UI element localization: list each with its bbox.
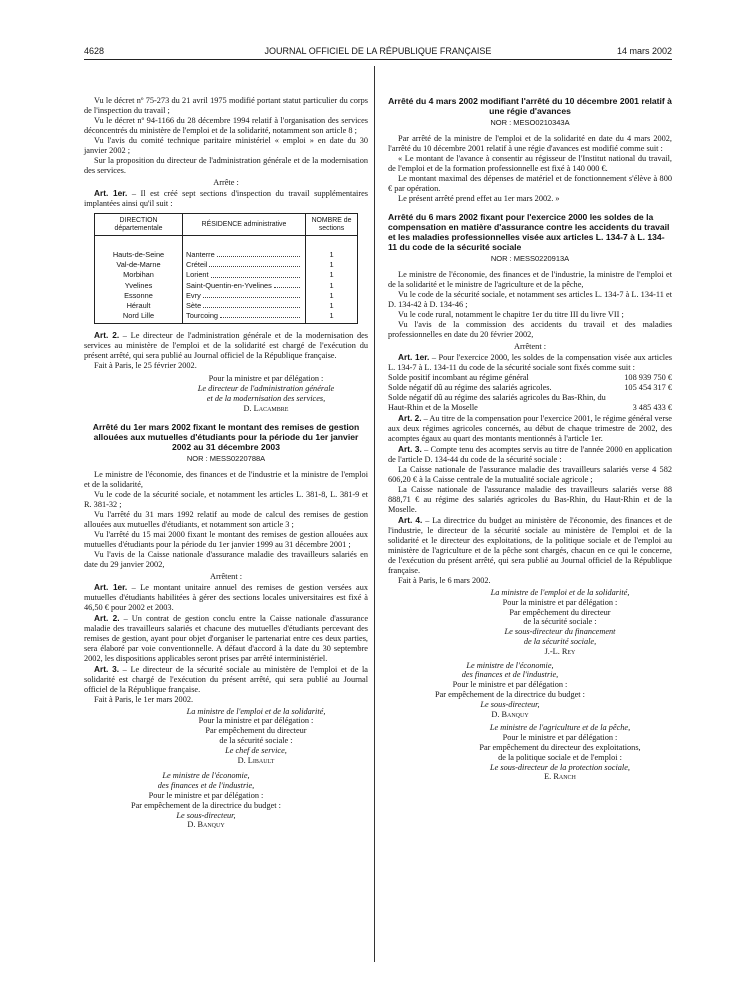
article-4: Art. 4. – La directrice du budget au ministère de l'économie, des finances et de l'industrie, le directeur de la sécurité sociale au ministère de l'emploi et de la solidarité et le directeur des exploitations, de la politique sociale et de l'emploi au ministère de l'agriculture et de la pêche sont chargés, chacun en ce qui le concerne, de l'exécution du présent arrêté, qui sera publié au Journal officiel de la République française. <box>388 515 673 575</box>
soldes-list <box>388 373 672 413</box>
nombre-cell: 1 1 1 1 1 1 1 <box>306 236 358 324</box>
visa: Vu l'avis du comité technique paritaire ministériel « emploi » en date du 30 janvier 2002 ; <box>84 136 368 155</box>
article-3: Art. 3. – Le directeur de la sécurité sociale au ministère de l'emploi et de la solidarité est chargé de l'exécution du présent arrêté, qui sera publié au Journal officiel de la République française. <box>84 663 368 694</box>
visa: Vu le décret nº 94-1166 du 28 décembre 1994 relatif à l'organisation des services déconcentrés du ministère de l'emploi et de la solidarité, notamment son article 8 ; <box>84 116 368 135</box>
sections-table <box>94 213 358 324</box>
nor-reference: NOR : MESS0220913A <box>490 254 570 263</box>
column-divider <box>374 66 375 962</box>
left-column <box>84 96 368 830</box>
paragraph: « Le montant de l'avance à consentir au régisseur de l'Institut national du travail, de l'emploi et de la formation professionnelle est fixé à 140 000 €. <box>388 154 672 173</box>
signature-block: Pour la ministre et par délégation : Le directeur de l'administration générale et de la modernisation des services, D. Lacambre <box>197 374 335 413</box>
preamble: Le ministre de l'économie, des finances et de l'industrie, la ministre de l'emploi et de la solidarité et le ministre de l'agriculture et de la pêche, <box>388 270 672 289</box>
decree-title: Arrêté du 6 mars 2002 fixant pour l'exercice 2000 les soldes de la compensation en matière d'assurance contre les accidents du travail et les maladies professionnelles visée aux articles L. 134-7 à L. 134-11 du code de la sécurité sociale <box>388 212 670 252</box>
page-number: 4628 <box>84 46 105 56</box>
article-2: Art. 2. – Au titre de la compensation pour l'exercice 2001, le régime général verse aux deux régimes agricoles concernés, au début de chaque trimestre de 2002, des acomptes égaux au quart des montants mentionnés à l'article 1er. <box>388 413 672 443</box>
arretent-label: Arrêtent : <box>209 571 243 581</box>
paragraph: La Caisse nationale de l'assurance maladie des travailleurs salariés verse 88 888,71 € au régime des salariés agricoles du Bas-Rhin, du Haut-Rhin et de la Moselle. <box>388 485 672 514</box>
arrete-label: Arrête : <box>213 178 239 187</box>
decree-title: Arrêté du 1er mars 2002 fixant le montant des remises de gestion allouées aux mutuelles d'étudiants pour la période du 1er janvier 2002 au 31 décembre 2003 <box>92 421 360 452</box>
signature-block: Le ministre de l'économie, des finances et de l'industrie, Pour le ministre et par délégation : Par empêchement de la directrice du budget : Le sous-directeur, D. Banquy <box>131 771 281 830</box>
article-1: Art. 1er. – Il est créé sept sections d'inspection du travail supplémentaires implantées ainsi qu'il suit : <box>84 188 368 208</box>
paragraph: La Caisse nationale de l'assurance maladie des travailleurs salariés verse 4 582 606,20 € à la Caisse centrale de la mutualité sociale agricole ; <box>388 465 672 484</box>
nor-reference: NOR : MESS0220788A <box>186 453 266 463</box>
direction-cell: Hauts-de-Seine Val-de-Marne Morbihan Yvelines Essonne Hérault Nord Lille <box>95 236 183 324</box>
solde-row: Solde négatif dû au régime des salariés agricoles du Bas-Rhin, du Haut-Rhin et de la Moselle 3 485 433 € <box>388 393 672 412</box>
col-header-direction: DIRECTION départementale <box>95 214 183 236</box>
visa: Sur la proposition du directeur de l'administration générale et de la modernisation des services. <box>84 156 368 175</box>
residence-cell: Nanterre Créteil Lorient Saint-Quentin-en-Yvelines Evry Sète Tourcoing <box>183 236 306 324</box>
visa: Vu le décret nº 75-273 du 21 avril 1975 modifié portant statut particulier du corps de l'inspection du travail ; <box>84 96 368 115</box>
signature-block: Le ministre de l'agriculture et de la pêche, Pour le ministre et par délégation : Par empêchement du directeur des exploitations, de la politique sociale et de l'emploi : Le sous-directeur de la protection sociale, E. Ranch <box>479 723 641 782</box>
col-header-nombre: NOMBRE de sections <box>306 214 358 236</box>
article-1: Art. 1er. – Pour l'exercice 2000, les soldes de la compensation visée aux articles L. 134-7 à L. 134-11 du code de la sécurité sociale sont fixés comme suit : <box>388 352 672 372</box>
signature-block: La ministre de l'emploi et de la solidarité, Pour la ministre et par délégation : Par empêchement du directeur de la sécurité sociale : Le sous-directeur du financement de la sécurité sociale, J.-L. Rey <box>490 588 630 656</box>
visa: Vu le code rural, notamment le chapitre 1er du titre III du livre VII ; <box>398 310 624 319</box>
article-2: Art. 2. – Le directeur de l'administration générale et de la modernisation des services au ministère de l'emploi et de la solidarité est chargé de l'exécution du présent arrêté, qui sera publié au Journal officiel de la République française. <box>84 330 369 361</box>
journal-title: JOURNAL OFFICIEL DE LA RÉPUBLIQUE FRANÇAISE <box>264 46 492 56</box>
right-column <box>388 96 672 782</box>
paragraph: Le présent arrêté prend effet au 1er mars 2002. » <box>398 194 560 203</box>
article-1: Art. 1er. – Le montant unitaire annuel des remises de gestion versées aux mutuelles d'étudiants habilitées à gérer des sections locales universitaires est fixé à 46,50 € pour 2002 et 2003. <box>84 581 368 612</box>
issue-date: 14 mars 2002 <box>616 46 672 56</box>
visa: Vu le code de la sécurité sociale, et notamment ses articles L. 134-7 à L. 134-11 et D. 134-42 à D. 134-46 ; <box>388 290 672 309</box>
solde-row: Solde négatif dû au régime des salariés agricoles. 105 454 317 € <box>388 383 672 392</box>
arretent-label: Arrêtent : <box>513 342 547 351</box>
page-header <box>84 46 672 60</box>
visa: Vu l'arrêté du 31 mars 1992 relatif au mode de calcul des remises de gestion allouées aux mutuelles d'étudiants, et notamment son article 3 ; <box>84 509 368 529</box>
signature-block: La ministre de l'emploi et de la solidarité, Pour la ministre et par délégation : Par empêchement du directeur de la sécurité sociale : Le chef de service, D. Libault <box>186 706 326 765</box>
fait-a-paris: Fait à Paris, le 6 mars 2002. <box>398 576 491 585</box>
visa: Vu l'avis de la commission des accidents du travail et des maladies professionnelles en date du 20 février 2002, <box>388 320 672 339</box>
paragraph: Par arrêté de la ministre de l'emploi et de la solidarité en date du 4 mars 2002, l'arrêté du 10 décembre 2001 relatif à une régie d'avances est modifié comme suit : <box>388 134 672 153</box>
paragraph: Le montant maximal des dépenses de matériel et de fonctionnement s'élève à 800 € par opération. <box>388 174 672 193</box>
article-3: Art. 3. – Compte tenu des acomptes servis au titre de l'année 2000 en application de l'article D. 134-44 du code de la sécurité sociale : <box>388 444 673 464</box>
visa: Vu l'arrêté du 15 mai 2000 fixant le montant des remises de gestion allouées aux mutuelles d'étudiants pour la période du 1er janvier 1999 au 31 décembre 2001 ; <box>84 529 368 549</box>
fait-a-paris: Fait à Paris, le 25 février 2002. <box>94 361 197 371</box>
visa: Vu l'avis de la Caisse nationale d'assurance maladie des travailleurs salariés en date du 29 janvier 2002, <box>84 549 368 569</box>
article-2: Art. 2. – Un contrat de gestion conclu entre la Caisse nationale d'assurance maladie des travailleurs salariés et chacune des mutuelles d'étudiants percevant des remises de gestion, ayant pour objet d'organiser le partenariat entre ces deux parties, sera élaboré par voie conventionnelle. A défaut d'accord à la date du 30 septembre 2002, les dispositions applicables seront prises par arrêté interministériel. <box>84 612 368 663</box>
signature-block: Le ministre de l'économie, des finances et de l'industrie, Pour le ministre et par délégation : Par empêchement de la directrice du budget : Le sous-directeur, D. Banquy <box>435 660 585 719</box>
preamble: Le ministre de l'économie, des finances et de l'industrie et la ministre de l'emploi et de la solidarité, <box>84 469 368 489</box>
visa: Vu le code de la sécurité sociale, et notamment les articles L. 381-8, L. 381-9 et R. 381-32 ; <box>84 489 368 509</box>
nor-reference: NOR : MESO0210343A <box>490 118 570 127</box>
col-header-residence: RÉSIDENCE administrative <box>183 214 306 236</box>
solde-row: Solde positif incombant au régime général 108 939 750 € <box>388 373 672 382</box>
decree-title: Arrêté du 4 mars 2002 modifiant l'arrêté du 10 décembre 2001 relatif à une régie d'avances <box>388 96 672 116</box>
fait-a-paris: Fait à Paris, le 1er mars 2002. <box>94 694 194 704</box>
